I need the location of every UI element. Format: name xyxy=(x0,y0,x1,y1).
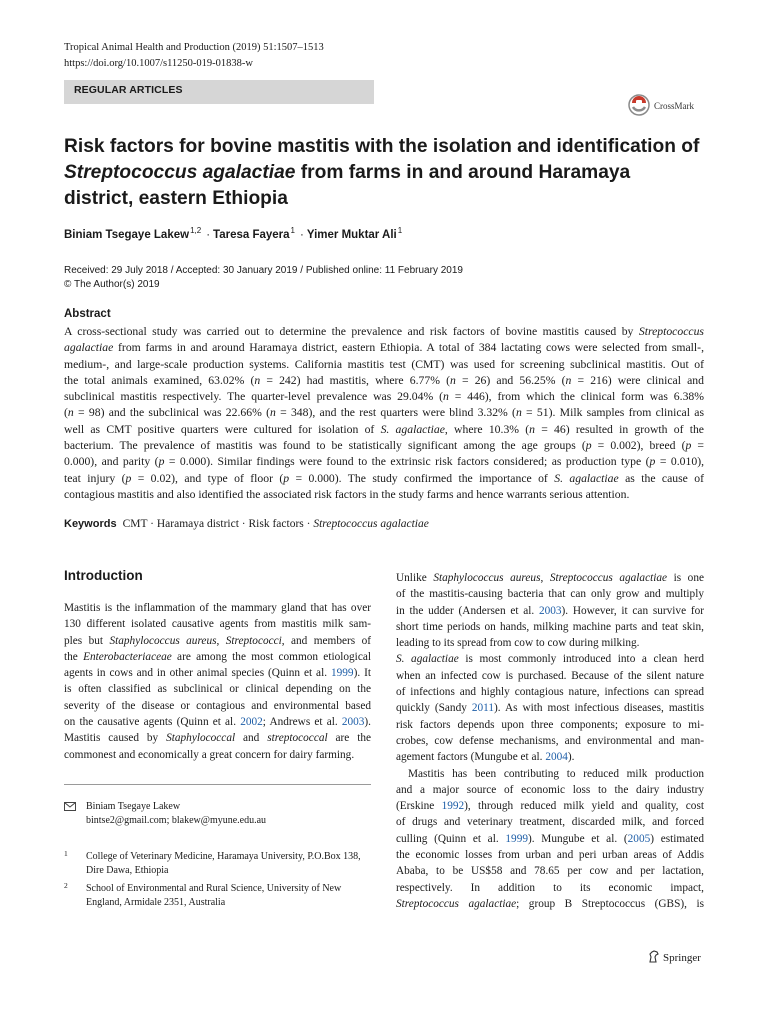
keywords-list: CMT · Haramaya district · Risk factors · Streptococcus agalactiae xyxy=(122,518,429,530)
introduction-line: of infections and highly contagious nature, infections can spread xyxy=(396,686,704,699)
title-part2: from farms in and around Haramaya district, eastern Ethiopia xyxy=(64,162,631,209)
abstract-line: agalactiae from farms in and around Haramaya district, eastern Ethiopia. A total of 384 lactating cows were selected from small-, xyxy=(64,341,704,355)
author-name[interactable]: Taresa Fayera xyxy=(213,228,290,241)
author-separator: · xyxy=(300,228,304,241)
springer-horse-icon xyxy=(648,950,660,963)
author-separator: · xyxy=(206,228,211,241)
introduction-line: Ababa, to be US$58 and 78.65 per cow and per lactation, xyxy=(396,865,704,878)
introduction-line: and a major source of economic loss to the dairy industry xyxy=(396,783,704,796)
abstract-line: (n = 98) and the subclinical was 22.66% (n = 348), and the rest quarters were blind 3.32% (n = 51). Milk samples from clinical as xyxy=(64,406,704,420)
introduction-line: short time periods on hands, milking machine parts and teat skin, xyxy=(396,620,704,633)
affiliation-line: England, Armidale 2351, Australia xyxy=(86,897,226,908)
abstract-line: teat injury (p = 0.02), and type of floor (p = 0.000). The study confirmed the importance of S. agalactiae as the cause of xyxy=(64,471,704,485)
abstract-line: A cross-sectional study was carried out to determine the prevalence and risk factors of bovine mastitis caused by Streptococcus xyxy=(64,325,704,338)
author-affiliation-marker: 1 xyxy=(290,226,295,235)
author-list xyxy=(64,226,404,241)
introduction-line: Mastitis is the inflammation of the mammary gland that has over xyxy=(64,602,371,614)
abstract-line: well as CMT positive quarters were cultured for isolation of S. agalactiae, where 10.3% (n = 46) resulted in growth of the xyxy=(64,422,704,436)
introduction-line: of drugs and veterinary treatment, discarded milk, and forced xyxy=(396,816,704,829)
corresponding-author-name: Biniam Tsegaye Lakew xyxy=(86,801,181,812)
abstract-line: the total animals examined, 63.02% (n = 242) had mastitis, where 6.77% (n = 26) and 56.25% (n = 216) were clinical and xyxy=(64,373,704,387)
affiliation-line: College of Veterinary Medicine, Haramaya University, P.O.Box 138, xyxy=(86,851,361,862)
author-name[interactable]: Biniam Tsegaye Lakew xyxy=(64,228,190,241)
keywords-heading: Keywords xyxy=(64,518,117,530)
journal-citation: Tropical Animal Health and Production (2019) 51:1507–1513 xyxy=(64,42,324,53)
section-banner xyxy=(64,80,374,104)
introduction-line: on the causative agents (Quinn et al. 2002; Andrews et al. 2003). xyxy=(64,716,372,729)
affiliation-line: School of Environmental and Rural Science, University of New xyxy=(86,883,342,894)
introduction-left-column xyxy=(64,600,371,763)
crossmark-badge[interactable] xyxy=(628,94,704,118)
introduction-line: Mastitis caused by Staphylococcal and streptococcal are the xyxy=(64,732,371,745)
author-affiliation-marker: 1 xyxy=(397,226,403,235)
author-affiliation-marker: 1,2 xyxy=(190,226,202,235)
introduction-line: when an infected cow is purchased. Because of the silent nature xyxy=(396,669,704,682)
abstract-line: contagious mastitis and also identified the associated risk factors in the study farms and hence warrants serious attention. xyxy=(64,487,630,501)
introduction-line: severity of the disease or contagious and environmental based xyxy=(64,699,371,712)
author-name[interactable]: Yimer Muktar Ali xyxy=(306,228,397,241)
abstract-line: 0.000), and parity (p = 0.000). Similar findings were found to the extrinsic risk factors considered; as production type (p = 0.010), xyxy=(64,455,705,469)
introduction-line: ples but Staphylococcus aureus, Streptococci, and members of xyxy=(64,634,371,647)
introduction-line: (Erskine 1992), through reduced milk yield and quality, cost xyxy=(396,800,704,813)
introduction-line: crobes, cow defense mechanisms, and environmental and man- xyxy=(396,734,704,747)
introduction-line: agents in cows and in other animal species (Quinn et al. 1999). It xyxy=(64,667,371,680)
introduction-line: risk factors depends upon three components; exposure to mi- xyxy=(396,718,704,731)
history-dates: Received: 29 July 2018 / Accepted: 30 January 2019 / Published online: 11 February 2019 xyxy=(64,265,463,276)
introduction-line: S. agalactiae is most commonly introduced into a clean herd xyxy=(396,653,704,666)
abstract-line: medium-, and large-scale production systems. California mastitis test (CMT) was used for screening subclinical mastitis. Out of xyxy=(64,357,704,371)
introduction-line: quickly (Sandy 2011). As with most infectious diseases, mastitis xyxy=(396,702,704,715)
introduction-heading: Introduction xyxy=(64,568,143,583)
introduction-line: respectively. In addition to its economic impact, xyxy=(396,881,704,894)
footnote-divider xyxy=(64,784,371,785)
introduction-line: culling (Quinn et al. 1999). Mungube et al. (2005) estimated xyxy=(396,832,705,845)
abstract-line: subclinical mastitis respectively. The quarter-level prevalence was 29.04% (n = 446), from which the clinical form was 6.38% xyxy=(64,390,704,404)
abstract-body xyxy=(64,324,704,503)
introduction-line: Unlike Staphylococcus aureus, Streptococcus agalactiae is one xyxy=(396,572,704,584)
article-title xyxy=(64,134,704,212)
title-part1: Risk factors for bovine mastitis with the isolation and identification of xyxy=(64,136,700,157)
introduction-line: in the udder (Andersen et al. 2003). However, it can survive for xyxy=(396,604,705,617)
abstract-heading: Abstract xyxy=(64,308,111,320)
introduction-line: the Enterobacteriaceae are among the most common etiological xyxy=(64,650,371,663)
doi-link[interactable]: https://doi.org/10.1007/s11250-019-01838-w xyxy=(64,58,253,69)
envelope-icon xyxy=(64,802,76,811)
crossmark-label: CrossMark xyxy=(654,101,694,111)
publisher-name: Springer xyxy=(663,952,701,964)
introduction-line: of the mastitis-causing bacteria that can only grow and multiply xyxy=(396,588,704,601)
introduction-right-column xyxy=(396,570,704,912)
introduction-line: the economic losses from urban and peri urban areas of Addis xyxy=(396,849,704,862)
introduction-line: agement factors (Mungube et al. 2004). xyxy=(396,751,575,764)
corresponding-author-email[interactable]: bintse2@gmail.com; blakew@myune.edu.au xyxy=(86,815,267,826)
introduction-line: leading to its spread from cow to cow during milking. xyxy=(396,637,640,650)
journal-header xyxy=(64,40,324,72)
copyright-notice: © The Author(s) 2019 xyxy=(64,279,160,290)
affiliation-number: 1 xyxy=(64,849,68,858)
introduction-line: commonest and economically a great concern for dairy farming. xyxy=(64,748,355,761)
introduction-line: 130 different isolated causative agents from mastitis milk sam- xyxy=(64,618,371,631)
abstract-line: bacterium. The prevalence of mastitis was found to be statistically significant among the age groups (p = 0.002), breed (p = xyxy=(64,439,704,453)
title-species: Streptococcus agalactiae xyxy=(64,162,296,183)
affiliation-line: Dire Dawa, Ethiopia xyxy=(86,865,169,876)
introduction-line: Streptococcus agalactiae; group B Streptococcus (GBS), is xyxy=(396,897,704,910)
publisher-logo xyxy=(648,950,701,964)
section-label: REGULAR ARTICLES xyxy=(74,84,183,96)
introduction-line: Mastitis has been contributing to reduced milk production xyxy=(408,767,704,780)
introduction-line: is often classified as subclinical or clinical depending on the xyxy=(64,683,371,696)
affiliation-number: 2 xyxy=(64,881,68,890)
keywords xyxy=(64,518,429,530)
crossmark-icon xyxy=(628,94,650,116)
publication-dates xyxy=(64,264,463,292)
